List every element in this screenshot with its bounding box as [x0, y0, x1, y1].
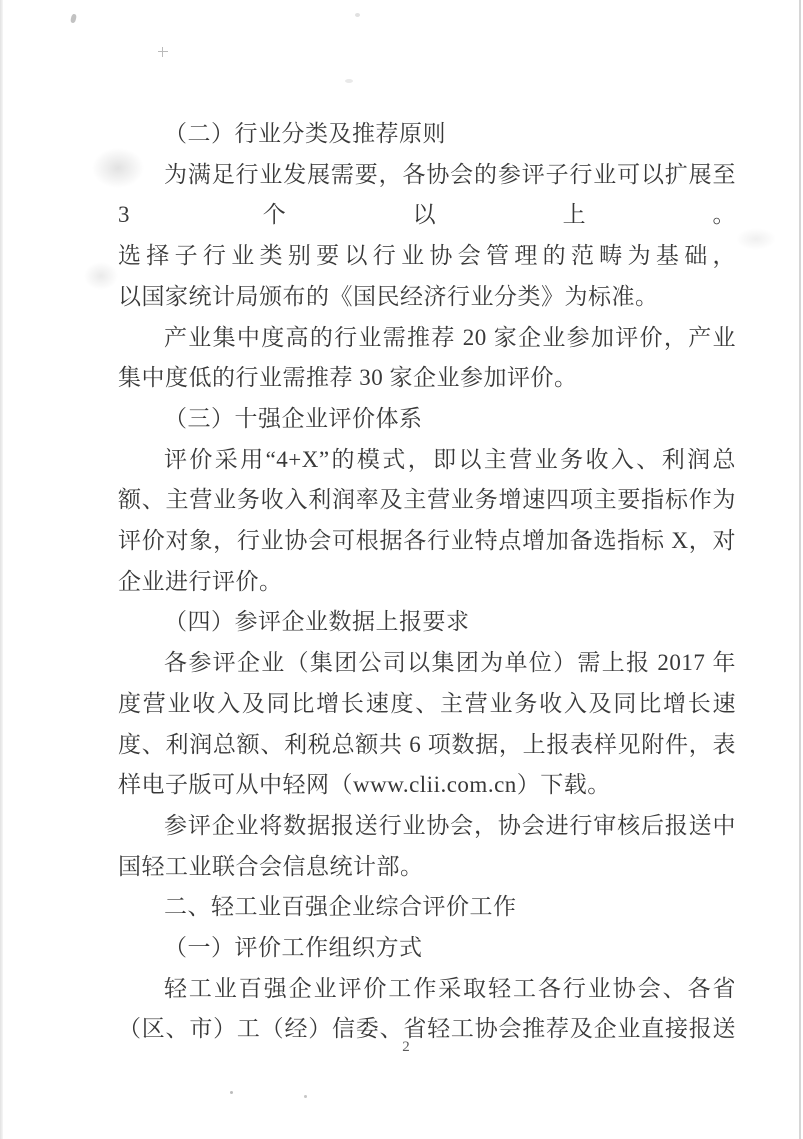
heading-section-3: （三）十强企业评价体系	[164, 405, 423, 431]
text-line: 为满足行业发展需要，各协会的参评子行业可以扩展至	[164, 161, 736, 187]
heading-section-2: （二）行业分类及推荐原则	[164, 121, 446, 146]
text-line: （区、市）工（经）信委、省轻工协会推荐及企业直接报送	[118, 1016, 736, 1042]
scan-speck	[70, 14, 77, 24]
text-line: 样电子版可从中轻网（www.clii.com.cn）下载。	[118, 772, 611, 798]
scan-smudge	[736, 228, 776, 250]
scan-speck	[230, 1091, 233, 1094]
text-line: 度营业收入及同比增长速度、主营业务收入及同比增长速	[118, 690, 736, 716]
text-line: 产业集中度高的行业需推荐 20 家企业参加评价，产业	[164, 324, 736, 350]
scan-speck	[304, 1095, 307, 1098]
scan-speck	[345, 79, 353, 83]
text-line: 集中度低的行业需推荐 30 家企业参加评价。	[118, 365, 578, 391]
text-line: 以国家统计局颁布的《国民经济行业分类》为标准。	[118, 283, 659, 309]
scan-smudge	[84, 262, 118, 290]
text-line: 评价采用“4+X”的模式，即以主营业务收入、利润总	[164, 446, 736, 472]
text-line: 3 个以上。选择子行业类别要以行业协会管理的范畴为基础，	[118, 202, 736, 269]
text-line: 额、主营业务收入利润率及主营业务增速四项主要指标作为	[118, 487, 736, 513]
registration-mark	[158, 47, 168, 57]
page-number: 2	[402, 1039, 410, 1055]
heading-section-1: （一）评价工作组织方式	[164, 935, 423, 961]
scan-speck	[355, 13, 360, 17]
text-line: 参评企业将数据报送行业协会，协会进行审核后报送中	[164, 812, 736, 838]
text-line: 评价对象，行业协会可根据各行业特点增加备选指标 X，对	[118, 528, 736, 554]
text-line: 企业进行评价。	[118, 568, 283, 594]
heading-part-2: 二、轻工业百强企业综合评价工作	[164, 894, 517, 920]
document-body	[118, 114, 736, 1050]
heading-section-4: （四）参评企业数据上报要求	[164, 609, 470, 635]
text-line: 各参评企业（集团公司以集团为单位）需上报 2017 年	[164, 650, 736, 676]
text-line: 度、利润总额、利税总额共 6 项数据，上报表样见附件，表	[118, 731, 736, 757]
scan-left-edge	[0, 0, 3, 1139]
text-line: 轻工业百强企业评价工作采取轻工各行业协会、各省	[164, 975, 736, 1001]
text-line: 国轻工业联合会信息统计部。	[118, 853, 424, 879]
scan-right-edge	[799, 0, 801, 1139]
